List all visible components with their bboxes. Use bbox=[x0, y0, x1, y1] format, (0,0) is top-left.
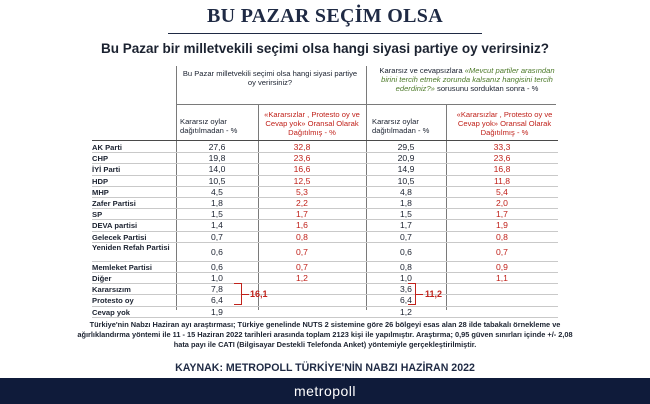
left-bracket-stem bbox=[242, 294, 249, 295]
value-cell-3: 0,8 bbox=[400, 261, 412, 272]
right-bracket-stem bbox=[416, 294, 423, 295]
table-row bbox=[92, 142, 558, 153]
value-cell-3: 20,9 bbox=[397, 153, 415, 164]
value-cell-1: 4,5 bbox=[211, 186, 223, 197]
party-label: Kararsızım bbox=[92, 285, 131, 295]
value-cell-1: 1,0 bbox=[211, 273, 223, 284]
value-cell-1: 7,8 bbox=[211, 284, 223, 295]
group2-header-quote: «Mevcut partiler arasından birini tercih etmek zorunda kalsanız hangisini tercih ederdiniz?» bbox=[381, 66, 555, 93]
value-cell-4: 16,8 bbox=[493, 164, 511, 175]
value-cell-1: 14,0 bbox=[208, 164, 226, 175]
group2-header-post: sorusunu sorduktan sonra - % bbox=[437, 84, 539, 93]
col1-header: Kararsız oylar dağıtılmadan - % bbox=[180, 117, 238, 135]
value-cell-1: 6,4 bbox=[211, 295, 223, 306]
value-cell-1: 27,6 bbox=[208, 142, 226, 152]
table-row bbox=[92, 284, 558, 295]
table-row bbox=[92, 295, 558, 306]
value-cell-1: 1,8 bbox=[211, 198, 223, 208]
value-cell-2: 12,5 bbox=[293, 175, 311, 186]
source-line: KAYNAK: METROPOLL TÜRKİYE'NİN NABZI HAZİRAN 2022 bbox=[175, 362, 475, 374]
value-cell-1: 0,6 bbox=[211, 246, 223, 257]
value-cell-2: 23,6 bbox=[293, 153, 311, 164]
value-cell-4: 1,9 bbox=[496, 220, 508, 231]
value-cell-2: 1,6 bbox=[296, 220, 308, 231]
value-cell-4: 23,6 bbox=[493, 153, 511, 164]
value-cell-3: 10,5 bbox=[397, 175, 415, 186]
party-label: Cevap yok bbox=[92, 307, 130, 317]
value-cell-1: 1,4 bbox=[211, 220, 223, 231]
table-row bbox=[92, 187, 558, 198]
value-cell-3: 4,8 bbox=[400, 186, 412, 197]
party-label: Protesto oy bbox=[92, 296, 134, 306]
table-row bbox=[92, 164, 558, 175]
group2-header-pre: Kararsız ve cevapsızlara bbox=[379, 66, 463, 75]
party-label: Diğer bbox=[92, 274, 112, 284]
party-label: Yeniden Refah Partisi bbox=[92, 242, 170, 252]
table-row bbox=[92, 153, 558, 164]
value-cell-2: 2,2 bbox=[296, 198, 308, 208]
table-row bbox=[92, 262, 558, 273]
table-row bbox=[92, 209, 558, 220]
value-cell-3: 1,2 bbox=[400, 306, 412, 317]
table-row bbox=[92, 307, 558, 318]
value-cell-3: 1,7 bbox=[400, 220, 412, 231]
party-label: İYİ Parti bbox=[92, 165, 121, 175]
col4-header: «Kararsızlar , Protesto oy ve Cevap yok» Oransal Olarak Dağıtılmış - % bbox=[456, 110, 553, 137]
table-row bbox=[92, 220, 558, 231]
col2-header: «Kararsızlar , Protesto oy ve Cevap yok» Oransal Olarak Dağıtılmış - % bbox=[264, 110, 360, 137]
value-cell-4: 0,9 bbox=[496, 261, 508, 272]
party-label: CHP bbox=[92, 154, 109, 164]
left-bracket-total: 16,1 bbox=[250, 289, 268, 299]
value-cell-2: 1,2 bbox=[296, 273, 308, 284]
party-label: Gelecek Partisi bbox=[92, 232, 147, 242]
table-row bbox=[92, 176, 558, 187]
party-label: Memleket Partisi bbox=[92, 262, 152, 272]
group2-header bbox=[372, 66, 562, 93]
row-rule bbox=[92, 317, 558, 318]
group1-header bbox=[180, 69, 360, 87]
value-cell-1: 1,9 bbox=[211, 306, 223, 317]
value-cell-3: 0,7 bbox=[400, 231, 412, 242]
value-cell-3: 6,4 bbox=[400, 295, 412, 306]
value-cell-2: 5,3 bbox=[296, 186, 308, 197]
page-title: BU PAZAR SEÇİM OLSA bbox=[207, 5, 443, 27]
value-cell-4: 0,7 bbox=[496, 246, 508, 257]
value-cell-4: 1,7 bbox=[496, 209, 508, 220]
value-cell-3: 29,5 bbox=[397, 142, 415, 152]
value-cell-3: 1,5 bbox=[400, 209, 412, 220]
right-bracket-total: 11,2 bbox=[425, 289, 443, 299]
value-cell-3: 1,0 bbox=[400, 273, 412, 284]
value-cell-4: 1,1 bbox=[496, 273, 508, 284]
party-label: SP bbox=[92, 210, 103, 220]
value-cell-3: 0,6 bbox=[400, 246, 412, 257]
footer-bar bbox=[0, 378, 650, 404]
value-cell-1: 1,5 bbox=[211, 209, 223, 220]
value-cell-4: 11,8 bbox=[493, 175, 511, 186]
party-label: DEVA partisi bbox=[92, 221, 138, 231]
value-cell-1: 0,6 bbox=[211, 261, 223, 272]
group1-header-text: Bu Pazar milletvekili seçimi olsa hangi siyasi partiye oy verirsiniz? bbox=[182, 69, 358, 87]
party-label: HDP bbox=[92, 176, 109, 186]
value-cell-1: 0,7 bbox=[211, 231, 223, 242]
table-row bbox=[92, 198, 558, 209]
value-cell-2: 1,7 bbox=[296, 209, 308, 220]
value-cell-2: 32,8 bbox=[293, 142, 311, 152]
left-bracket bbox=[234, 283, 242, 305]
value-cell-2: 0,8 bbox=[296, 231, 308, 242]
party-label: Zafer Partisi bbox=[92, 199, 136, 208]
table-row bbox=[92, 232, 558, 243]
value-cell-2: 0,7 bbox=[296, 261, 308, 272]
value-cell-3: 3,6 bbox=[400, 284, 412, 295]
brand-logo: metropoll bbox=[293, 383, 357, 399]
table-row bbox=[92, 243, 558, 262]
value-cell-3: 1,8 bbox=[400, 198, 412, 208]
value-cell-4: 2,0 bbox=[496, 198, 508, 208]
table-top-rule bbox=[92, 140, 558, 141]
method-note-2: ağırlıklandırma yöntemi ile 11 - 15 Haziran 2022 tarihleri arasında toplam 2123 kişi ile yapılmıştır. Araştırma; 0,95 güven sınırları içinde +/- 2,08 bbox=[77, 330, 573, 339]
survey-question: Bu Pazar bir milletvekili seçimi olsa hangi siyasi partiye oy verirsiniz? bbox=[101, 41, 549, 56]
method-note-3: hata payı ile CATI (Bilgisayar Destekli Telefonda Anket) yöntemiyle gerçekleştirilmiştir. bbox=[173, 340, 477, 349]
value-cell-2: 0,7 bbox=[296, 246, 308, 257]
value-cell-1: 19,8 bbox=[208, 153, 226, 164]
party-label: MHP bbox=[92, 187, 109, 197]
col3-header: Kararsız oylar dağıtılmadan - % bbox=[372, 117, 430, 135]
value-cell-1: 10,5 bbox=[208, 175, 226, 186]
party-label: AK Parti bbox=[92, 143, 122, 152]
value-cell-4: 0,8 bbox=[496, 231, 508, 242]
right-bracket bbox=[408, 283, 416, 305]
header-rule bbox=[176, 104, 556, 105]
method-note-1: Türkiye'nin Nabzı Haziran ayı araştırması; Türkiye genelinde NUTS 2 sistemine göre 26 bölgeyi esas alan 28 ilde tabakalı örnekleme ve bbox=[89, 320, 561, 329]
value-cell-3: 14,9 bbox=[397, 164, 415, 175]
value-cell-2: 16,6 bbox=[293, 164, 311, 175]
table-row bbox=[92, 273, 558, 284]
value-cell-4: 5,4 bbox=[496, 186, 508, 197]
value-cell-4: 33,3 bbox=[493, 142, 511, 152]
title-underline bbox=[168, 33, 482, 34]
